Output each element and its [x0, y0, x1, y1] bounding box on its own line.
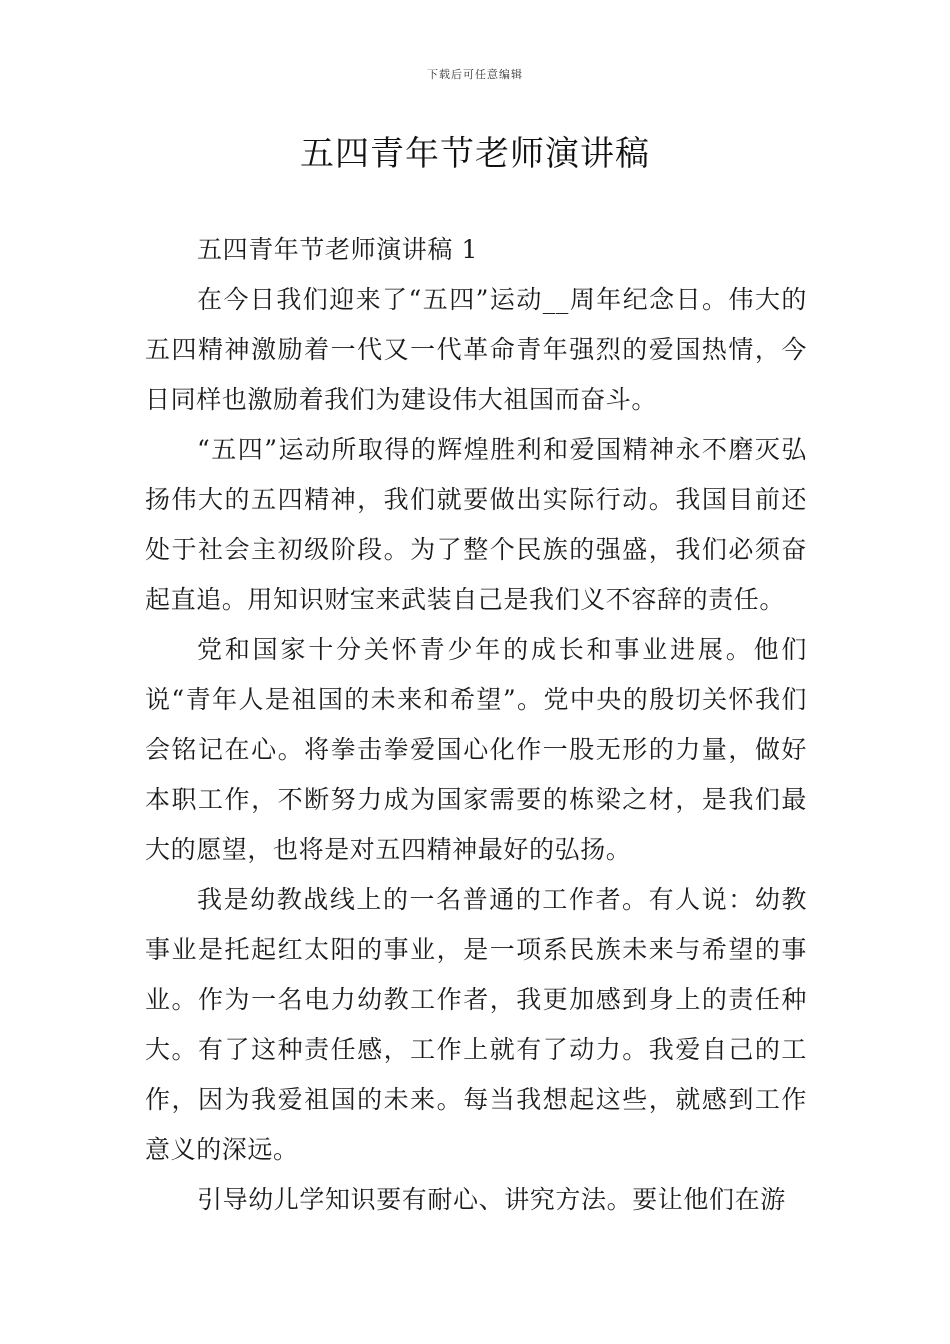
paragraph: 在今日我们迎来了“五四”运动__周年纪念日。伟大的五四精神激励着一代又一代革命青年强烈的爱国热情，今日同样也激励着我们为建设伟大祖国而奋斗。 [145, 285, 807, 414]
header-note: 下载后可任意编辑 [427, 68, 523, 81]
document-body [145, 225, 807, 1225]
page-title: 五四青年节老师演讲稿 [300, 134, 650, 174]
paragraph: “五四”运动所取得的辉煌胜利和爱国精神永不磨灭弘扬伟大的五四精神，我们就要做出实际行动。我国目前还处于社会主初级阶段。为了整个民族的强盛，我们必须奋起直追。用知识财宝来武装自己是我们义不容辞的责任。 [145, 435, 807, 614]
paragraph: 党和国家十分关怀青少年的成长和事业进展。他们说“青年人是祖国的未来和希望”。党中央的殷切关怀我们会铭记在心。将拳击拳爱国心化作一股无形的力量，做好本职工作，不断努力成为国家需要的栋梁之材，是我们最大的愿望，也将是对五四精神最好的弘扬。 [145, 635, 807, 864]
paragraph: 我是幼教战线上的一名普通的工作者。有人说：幼教事业是托起红太阳的事业，是一项系民族未来与希望的事业。作为一名电力幼教工作者，我更加感到身上的责任种大。有了这种责任感，工作上就有了动力。我爱自己的工作，因为我爱祖国的未来。每当我想起这些，就感到工作意义的深远。 [145, 885, 807, 1164]
paragraph: 引导幼儿学知识要有耐心、讲究方法。要让他们在游 [197, 1185, 786, 1214]
paragraph-subtitle: 五四青年节老师演讲稿 1 [197, 235, 479, 264]
